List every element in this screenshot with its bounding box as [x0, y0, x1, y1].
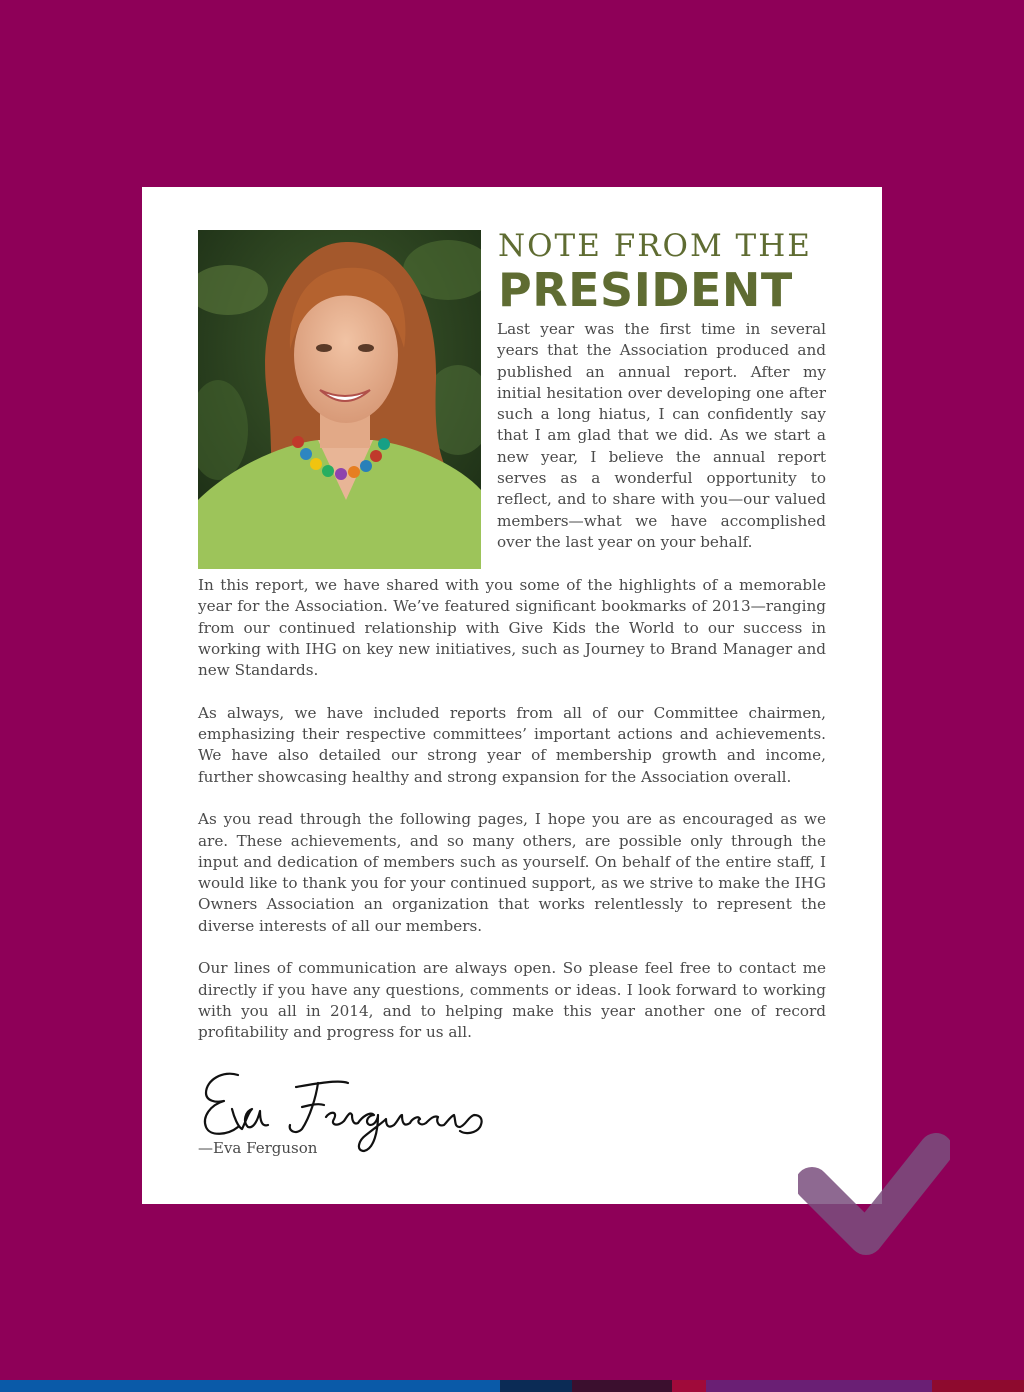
signer-name: —Eva Ferguson: [198, 1139, 318, 1157]
body-paragraph: As you read through the following pages, I hope you are as encouraged as we are. These achievements, and so many others, are possible only through the input and dedication of members such as yourself. On behalf of the entire staff, I would like to thank you for your continued support, as we strive to make the IHG Owners Association an organization that works relentlessly to represent the diverse interests of all our members.: [198, 810, 826, 935]
heading-line-1: NOTE FROM THE: [498, 228, 812, 264]
heading-line-2: PRESIDENT: [498, 263, 793, 317]
checkmark-icon: [798, 1128, 950, 1278]
president-photo: [198, 230, 481, 569]
body-paragraph: As always, we have included reports from all of our Committee chairmen, emphasizing their respective committees’ important actions and achievements. We have also detailed our strong year of membership growth and income, further showcasing healthy and strong expansion for the Association overall.: [198, 703, 826, 786]
letter-card: [142, 187, 882, 1204]
body-paragraph: Our lines of communication are always open. So please feel free to contact me directly if you have any questions, comments or ideas. I look forward to working with you all in 2014, and to helping make this year another one of record profitability and progress for us all.: [198, 959, 826, 1042]
bottom-color-bar: [0, 1380, 1024, 1392]
body-paragraph: In this report, we have shared with you some of the highlights of a memorable year for the Association. We’ve featured significant bookmarks of 2013—ranging from our continued relationship with Give Kids the World to our success in working with IHG on key new initiatives, such as Journey to Brand Manager and new Standards.: [198, 576, 826, 680]
letter-body: [198, 575, 826, 1065]
page-heading: [498, 227, 828, 315]
intro-paragraph: Last year was the first time in several years that the Association produced and published an annual report. After my initial hesitation over developing one after such a long hiatus, I can confidently say that I am glad that we did. As we start a new year, I believe the annual report serves as a wonderful opportunity to reflect, and to share with you—our valued members—what we have accomplished over the last year on your behalf.: [497, 320, 826, 551]
